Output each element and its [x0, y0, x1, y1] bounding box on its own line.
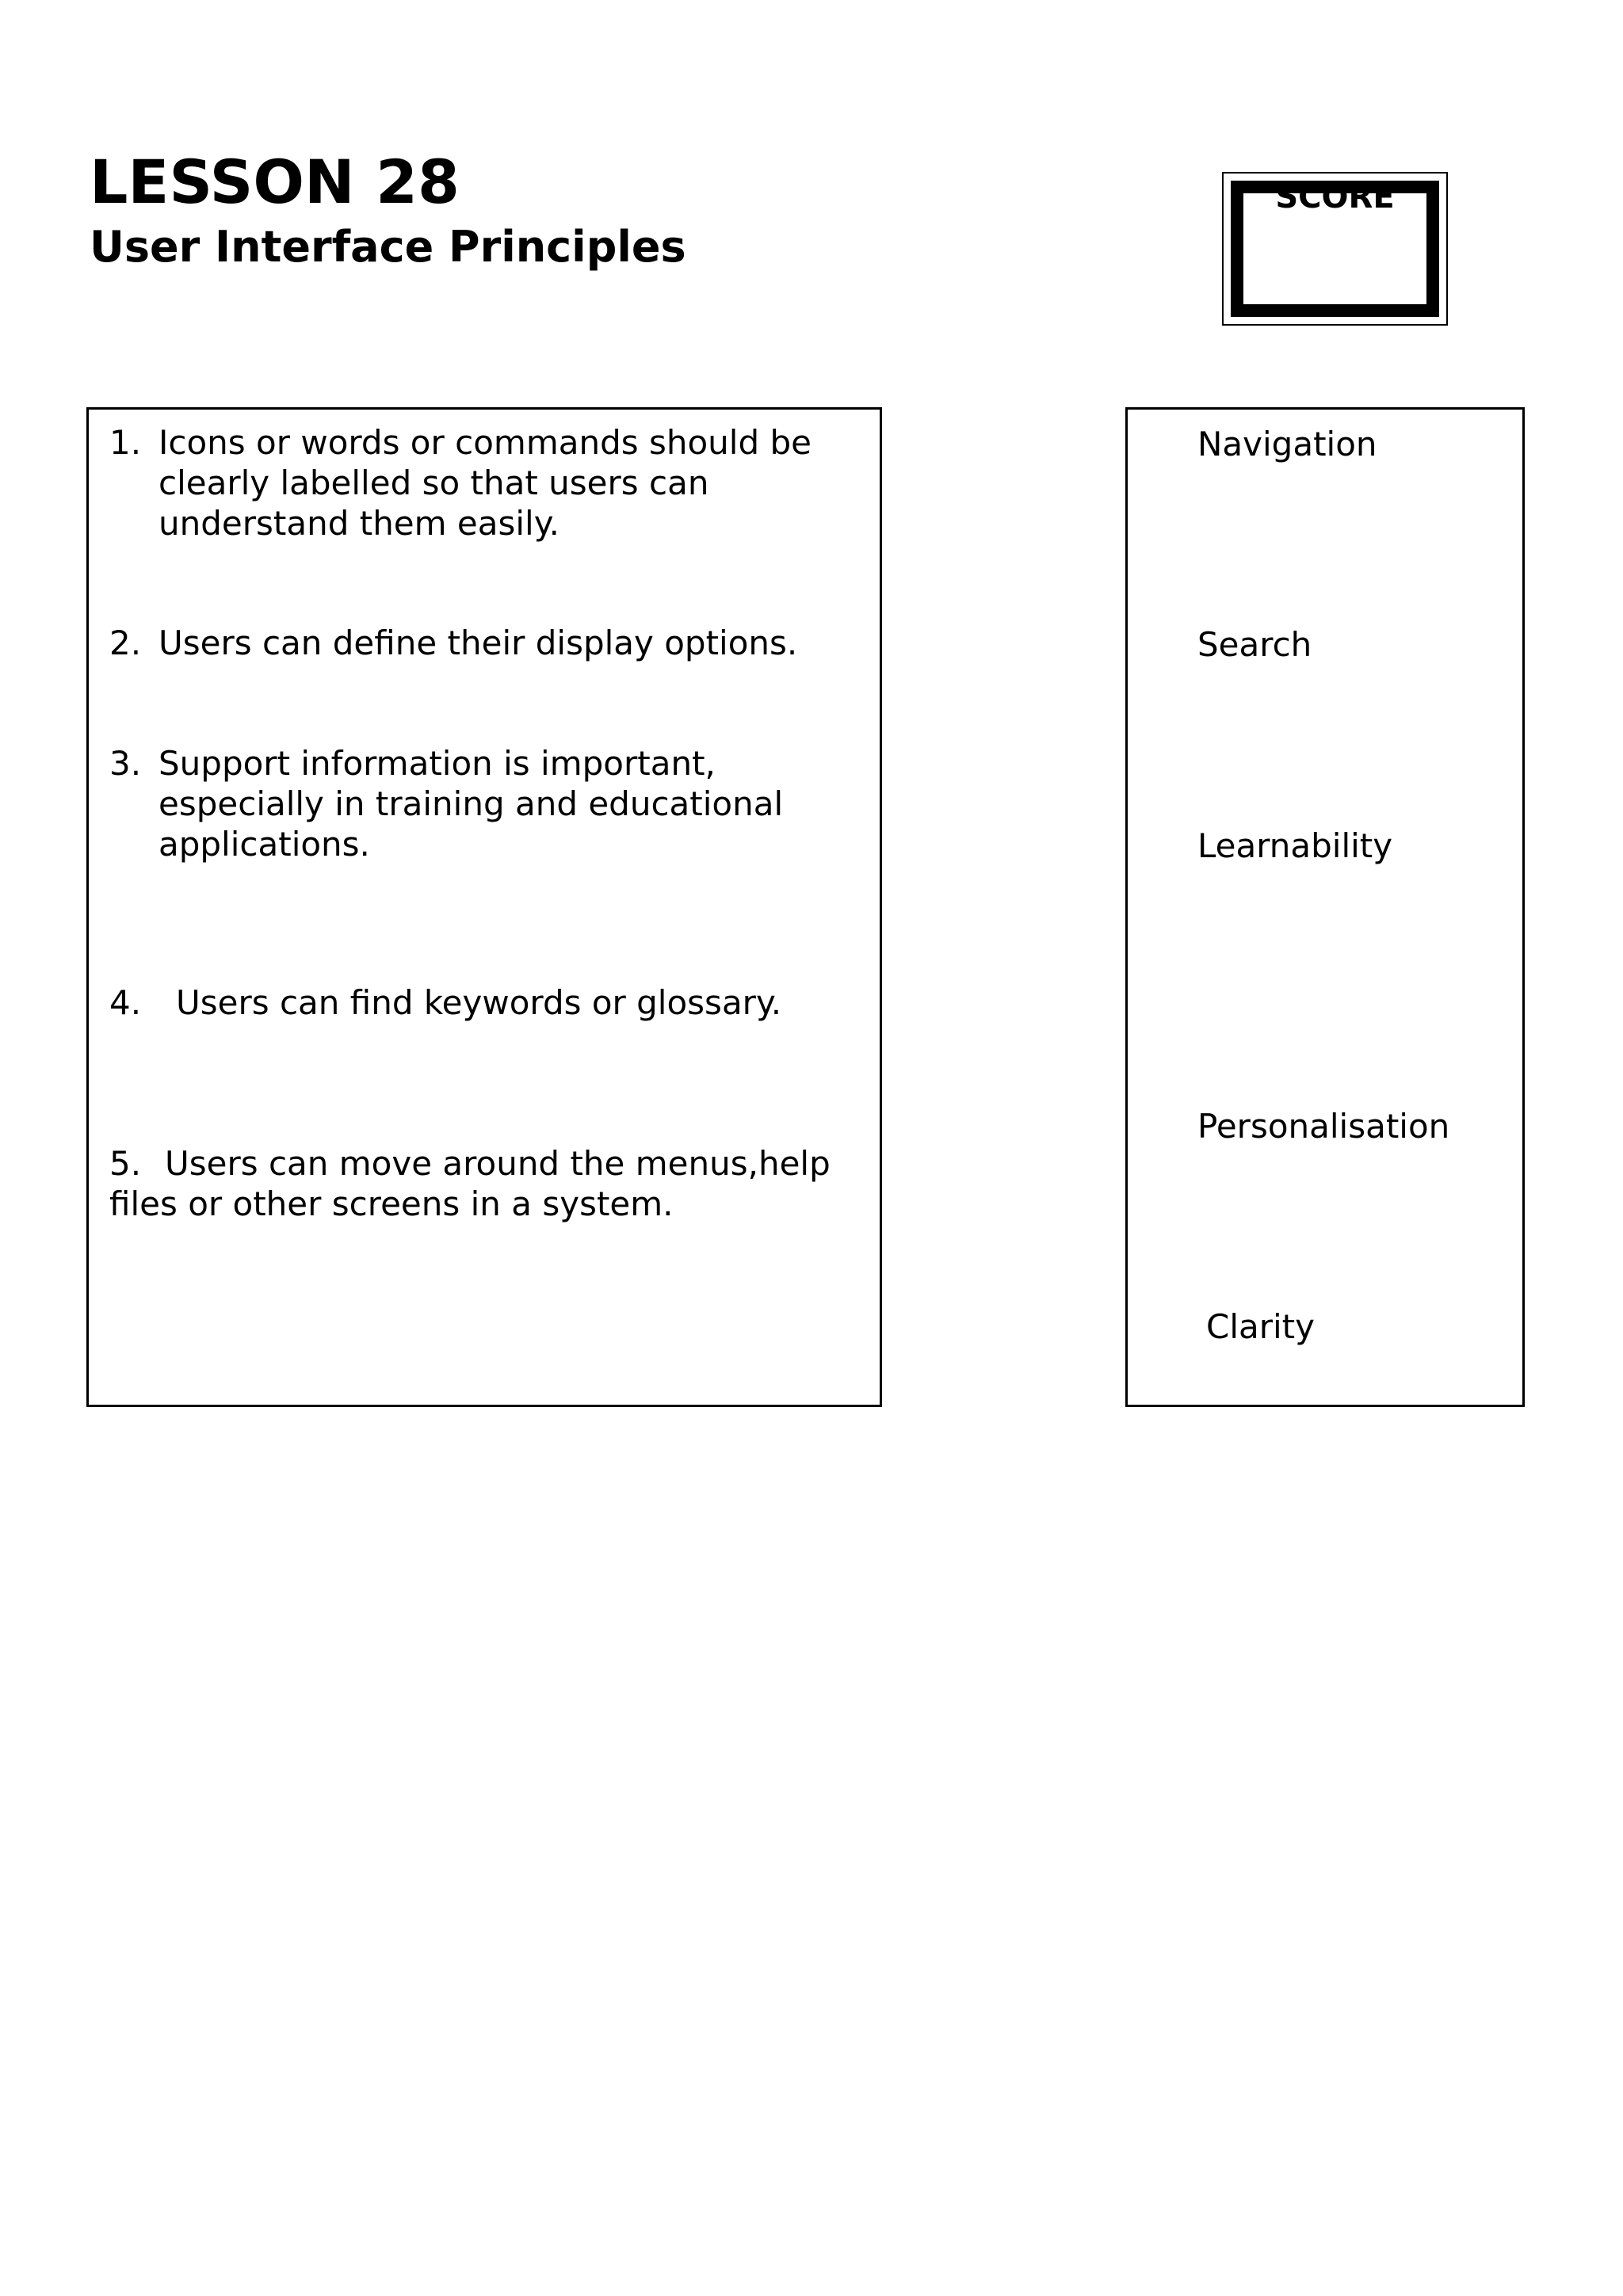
statement-number: 5. [109, 1144, 142, 1183]
term-learnability: Learnability [1197, 826, 1393, 865]
statement-text [158, 743, 783, 864]
statement-number: 1. [109, 423, 142, 462]
score-box [1222, 172, 1448, 326]
term-search: Search [1197, 625, 1312, 664]
term-personalisation: Personalisation [1197, 1107, 1450, 1146]
statement-text: Users can move around the menus,help [165, 1144, 831, 1183]
statement-line: understand them easily. [158, 504, 559, 543]
statement-text [158, 422, 812, 543]
statement-text: Users can define their display options. [158, 624, 798, 662]
statement-number: 4. [109, 983, 142, 1022]
lesson-title: LESSON 28 [90, 147, 460, 217]
statement-line: applications. [158, 825, 370, 864]
statement-text: Users can find keywords or glossary. [176, 983, 782, 1022]
term-navigation: Navigation [1197, 425, 1377, 463]
statement-line: Icons or words or commands should be [158, 423, 812, 462]
statement-number: 2. [109, 624, 142, 662]
statement-line: especially in training and educational [158, 784, 784, 823]
statements-box [86, 407, 882, 1407]
lesson-subtitle: User Interface Principles [90, 222, 686, 272]
statement-text: files or other screens in a system. [109, 1184, 674, 1223]
statement-number: 3. [109, 744, 142, 783]
score-label: SCORE [1275, 179, 1395, 215]
terms-box [1125, 407, 1525, 1407]
statement-line: Support information is important, [158, 744, 716, 783]
term-clarity: Clarity [1206, 1307, 1315, 1346]
statement-line: clearly labelled so that users can [158, 463, 709, 502]
